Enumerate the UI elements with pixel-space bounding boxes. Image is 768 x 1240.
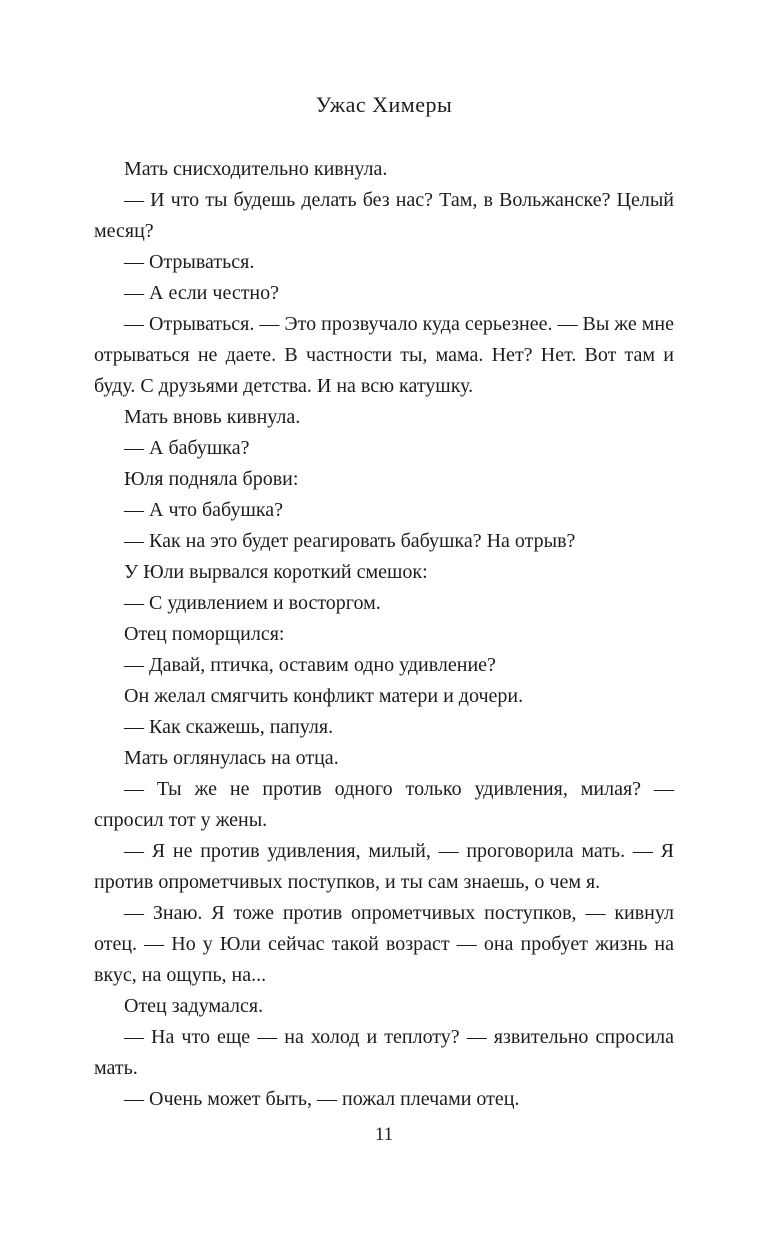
paragraph: Юля подняла брови: (124, 468, 299, 490)
paragraph: — Отрываться. — Это прозвучало куда серьезнее. — Вы же мне отрываться не даете. В частности ты, мама. Нет? Нет. Вот там и буду. С друзьями детства. И на всю катушку. (94, 313, 674, 397)
paragraph: — Знаю. Я тоже против опрометчивых поступков, — кивнул отец. — Но у Юли сейчас такой возраст — она пробует жизнь на вкус, на ощупь, на... (94, 902, 674, 986)
paragraph: — С удивлением и восторгом. (124, 592, 381, 614)
paragraph: Мать снисходительно кивнула. (124, 158, 388, 180)
paragraph: — Давай, птичка, оставим одно удивление? (124, 654, 496, 676)
paragraph: — Очень может быть, — пожал плечами отец. (124, 1088, 520, 1110)
paragraph: — Ты же не против одного только удивления, милая? — спросил тот у жены. (94, 778, 674, 831)
paragraph: — Как скажешь, папуля. (124, 716, 334, 738)
paragraph: У Юли вырвался короткий смешок: (124, 561, 428, 583)
paragraph: — Я не против удивления, милый, — проговорила мать. — Я против опрометчивых поступков, и ты сам знаешь, о чем я. (94, 840, 674, 893)
paragraph: — А бабушка? (124, 437, 250, 459)
page-title: Ужас Химеры (315, 92, 453, 117)
paragraph: — На что еще — на холод и теплоту? — язвительно спросила мать. (94, 1026, 674, 1079)
paragraph: — А если честно? (124, 282, 280, 304)
paragraph: — Отрываться. (124, 251, 255, 273)
page-number: 11 (374, 1124, 394, 1145)
paragraph: Он желал смягчить конфликт матери и дочери. (124, 685, 524, 707)
paragraph: Мать вновь кивнула. (124, 406, 301, 428)
paragraph: — И что ты будешь делать без нас? Там, в Вольжанске? Целый месяц? (94, 189, 674, 242)
text-body (94, 154, 674, 1115)
paragraph: — А что бабушка? (124, 499, 284, 521)
paragraph: Мать оглянулась на отца. (124, 747, 339, 769)
paragraph: — Как на это будет реагировать бабушка? На отрыв? (124, 530, 576, 552)
paragraph: Отец поморщился: (124, 623, 285, 645)
paragraph: Отец задумался. (124, 995, 264, 1017)
